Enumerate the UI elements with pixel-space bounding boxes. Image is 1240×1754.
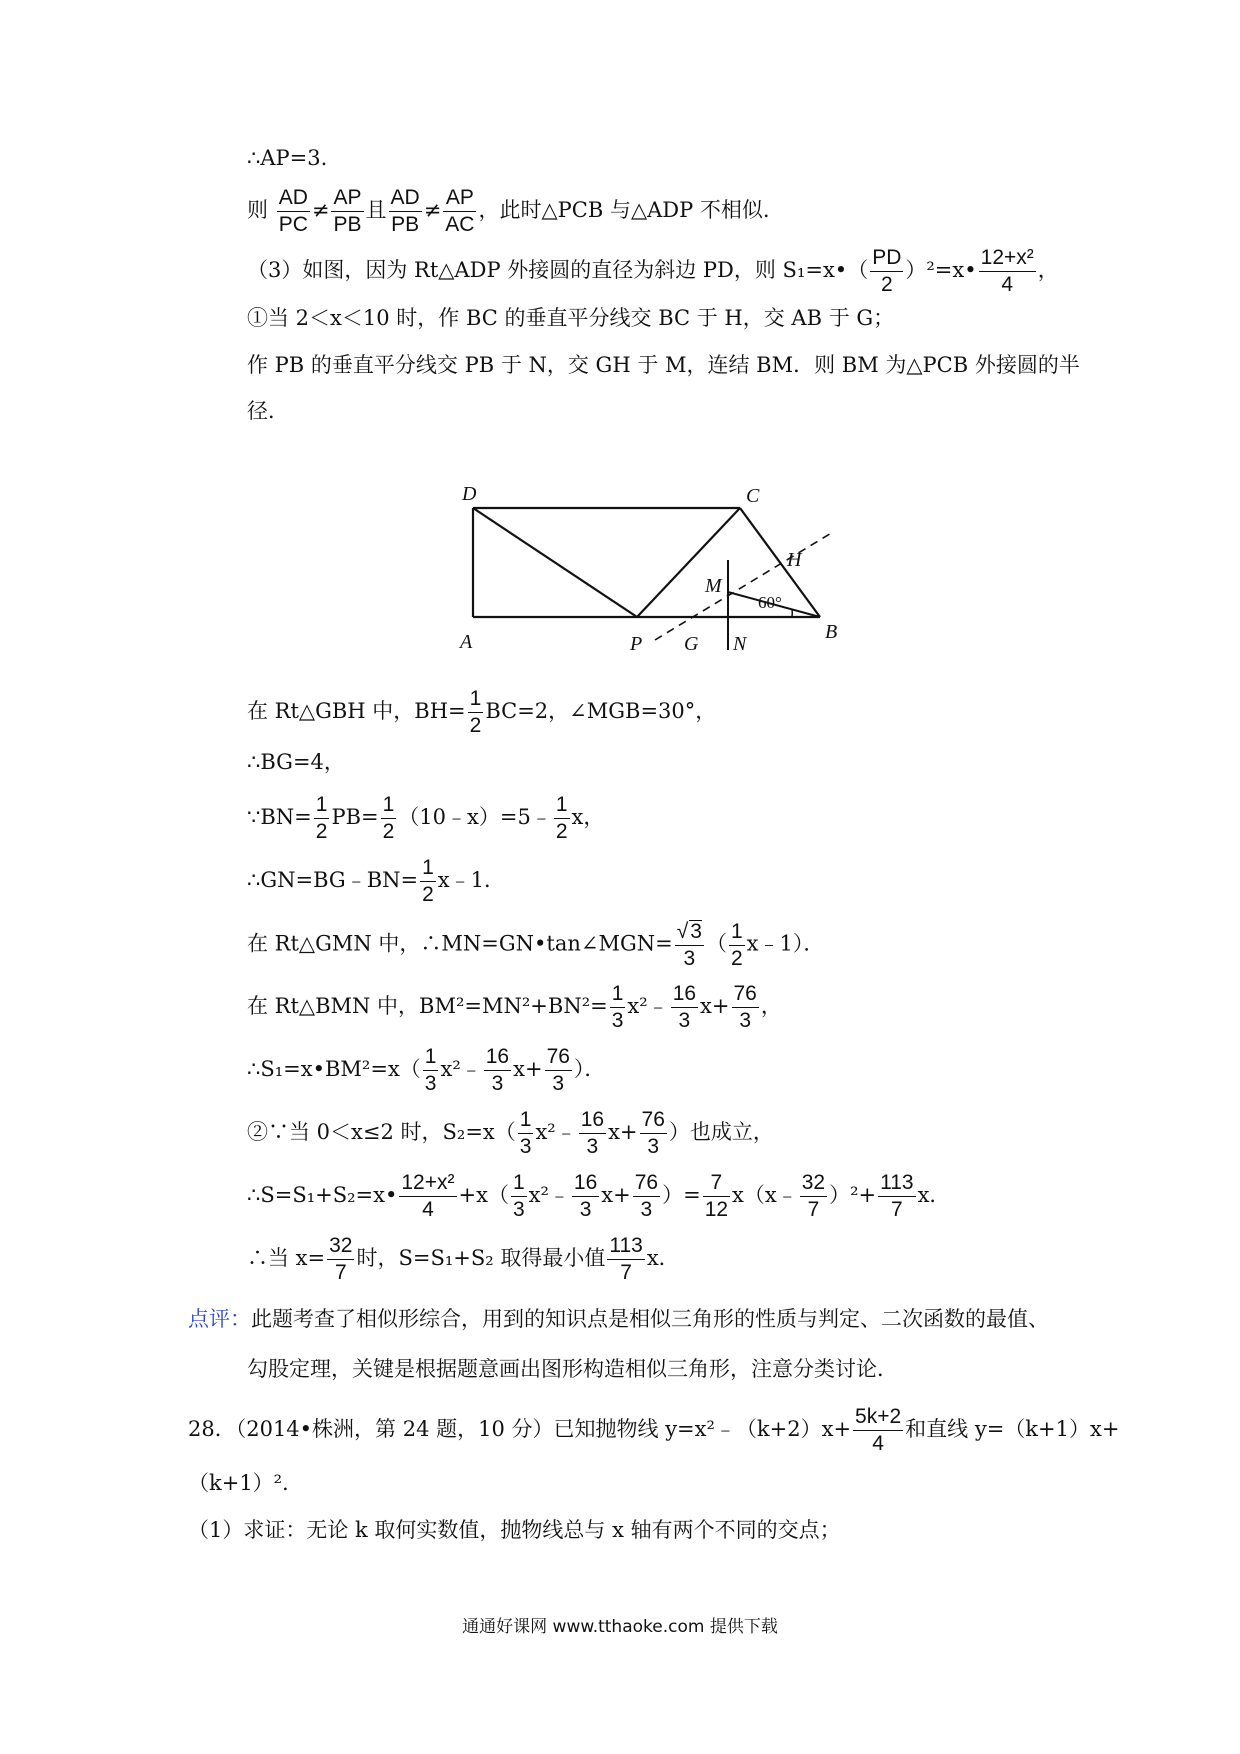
line-minimum: ∴当 x= $\frac{32}{7}$ 时，S=S₁+S₂ 取得最小值 $\frac{113}{7}$ x． <box>247 1234 680 1285</box>
edge-dp <box>473 508 637 617</box>
line-s1-formula: （3）如图，因为 Rt△ADP 外接圆的直径为斜边 PD，则 S₁=x•（ $\frac{PD}{2}$ ）²=x• $\frac{\text{12+x²}}{4}$ ， <box>247 246 1059 297</box>
label-h: H <box>787 549 802 571</box>
label-b: B <box>825 621 838 643</box>
geometry-figure <box>440 470 860 665</box>
line-s1: ∴S₁=x•BM²=x（ $\frac{1}{3}$ x²﹣ $\frac{16}{3}$ x+ $\frac{76}{3}$ ）． <box>247 1045 606 1096</box>
label-a: A <box>460 631 473 653</box>
question-28: 28．（2014•株洲，第 24 题，10 分）已知抛物线 y=x²﹣（k+2）x+ $\frac{5k+2}{4}$ 和直线 y=（k+1）x+ <box>188 1405 1120 1456</box>
page-footer: 通通好课网 www.tthaoke.com 提供下载 <box>462 1617 778 1637</box>
line-case1: ①当 2＜x＜10 时，作 BC 的垂直平分线交 BC 于 H，交 AB 于 G； <box>247 306 895 330</box>
label-c: C <box>746 485 760 507</box>
question-28-part1: （1）求证：无论 k 取何实数值，抛物线总与 x 轴有两个不同的交点； <box>188 1518 841 1542</box>
frac-ad-pc: $\frac{AD}{PC}$ <box>278 186 308 237</box>
line-ratio-compare: 则 $\frac{AD}{PC}$ ≠ $\frac{AP}{PB}$ 且 $\frac{AD}{PB}$ ≠ $\frac{AP}{AC}$ ，此时△PCB 与△ADP 不相似. <box>247 186 770 237</box>
line-case2: ②∵当 0＜x≤2 时，S₂=x（ $\frac{1}{3}$ x²﹣ $\frac{16}{3}$ x+ $\frac{76}{3}$ ）也成立， <box>247 1108 774 1159</box>
line-bn: ∵BN= $\frac{1}{2}$ PB= $\frac{1}{2}$ （10﹣x）=5﹣ $\frac{1}{2}$ x， <box>247 793 605 844</box>
label-p: P <box>630 633 643 655</box>
frac-ap-pb: $\frac{AP}{PB}$ <box>333 186 362 237</box>
line-mn: 在 Rt△GMN 中，∴MN=GN•tan∠MGN= $\frac{√3}{3}$ （ $\frac{1}{2}$ x﹣1）． <box>247 919 825 971</box>
comment-line-1: 点评：此题考查了相似形综合，用到的知识点是相似三角形的性质与判定、二次函数的最值、 <box>188 1307 1049 1331</box>
line-s-total: ∴S=S₁+S₂=x• $\frac{\text{12+x²}}{4}$ +x（ $\frac{1}{3}$ x²﹣ $\frac{16}{3}$ x+ $\frac{76}{3}$ ）= $\frac{7}{12}$ x（x﹣ $\frac{32}{7}$ ）²+ $\frac{113}{7}$ x． <box>247 1171 951 1222</box>
label-g: G <box>684 633 699 655</box>
line-radius: 径． <box>247 399 289 423</box>
dashed-gh <box>655 532 833 640</box>
line-bg: ∴BG=4， <box>247 750 345 774</box>
question-28-cont: （k+1）²． <box>188 1471 304 1495</box>
frac-ap-ac: $\frac{AP}{AC}$ <box>445 186 475 237</box>
comment-label: 点评： <box>188 1307 251 1331</box>
label-angle: 60° <box>758 593 782 612</box>
line-bm2: 在 Rt△BMN 中，BM²=MN²+BN²= $\frac{1}{3}$ x²﹣ $\frac{16}{3}$ x+ $\frac{76}{3}$ ， <box>247 982 782 1033</box>
edge-pc <box>637 508 740 617</box>
line-construct: 作 PB 的垂直平分线交 PB 于 N，交 GH 于 M，连结 BM．则 BM 为△PCB 外接圆的半 <box>247 353 1080 377</box>
frac-12x2-4: $\frac{\text{12+x²}}{4}$ <box>980 246 1034 297</box>
label-n: N <box>733 633 747 655</box>
line-gn: ∴GN=BG﹣BN= $\frac{1}{2}$ x﹣1． <box>247 856 506 907</box>
label-d: D <box>462 483 477 505</box>
frac-pd-2: $\frac{PD}{2}$ <box>872 246 902 297</box>
label-m: M <box>705 575 722 597</box>
comment-line-2: 勾股定理，关键是根据题意画出图形构造相似三角形，注意分类讨论． <box>247 1357 898 1381</box>
frac-ad-pb: $\frac{AD}{PB}$ <box>390 186 420 237</box>
line-gbh: 在 Rt△GBH 中，BH= $\frac{1}{2}$ BC=2，∠MGB=30°， <box>247 687 717 738</box>
line-ap: ∴AP=3. <box>247 146 328 170</box>
